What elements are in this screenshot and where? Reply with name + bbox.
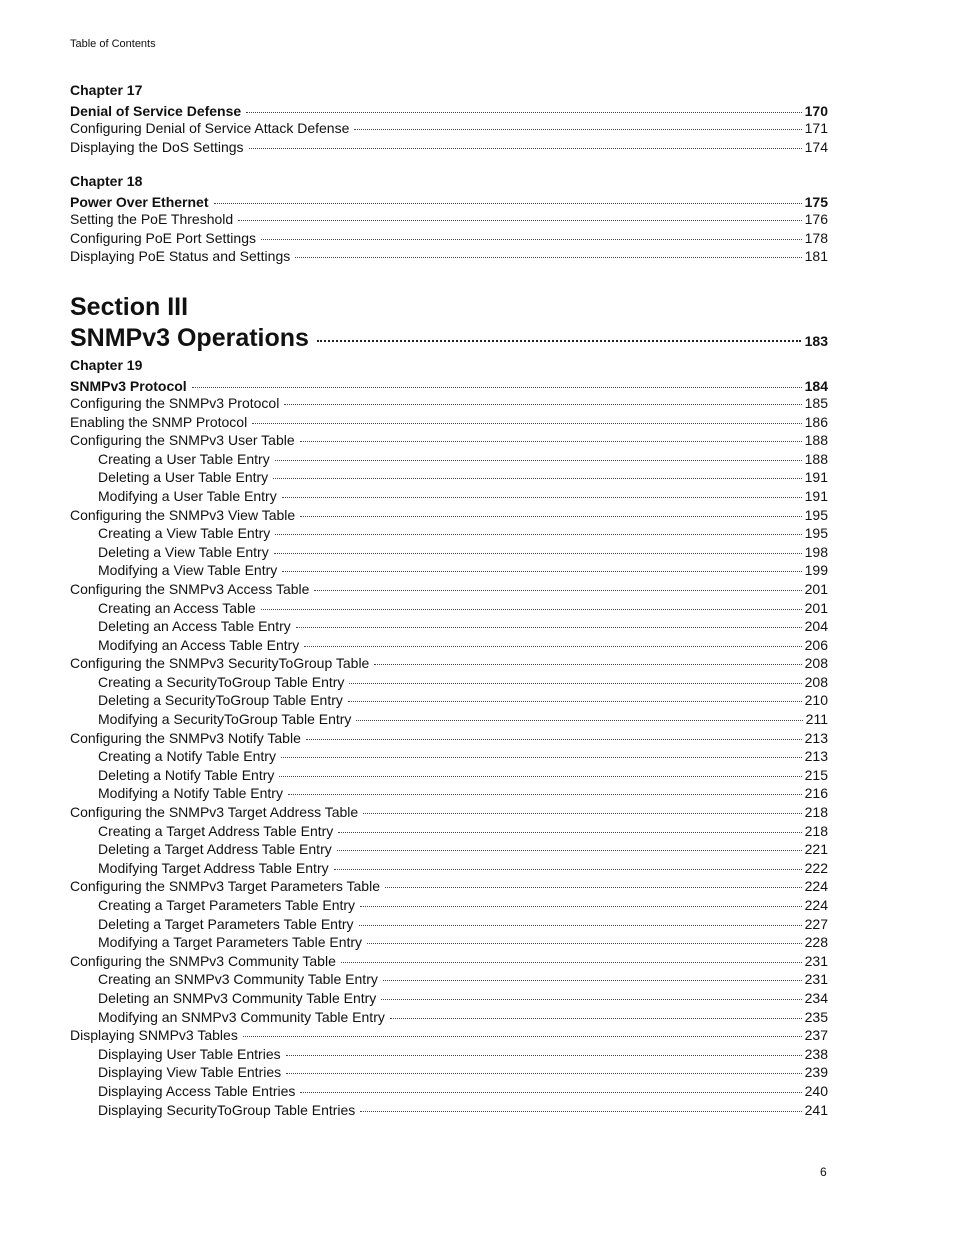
- chapter-19-block: [70, 356, 828, 1119]
- toc-entry[interactable]: [70, 1101, 828, 1120]
- toc-entry-page: 213: [804, 748, 828, 765]
- section-title-entry[interactable]: [70, 322, 828, 354]
- toc-entry-page: 195: [804, 506, 828, 523]
- dot-leader: [337, 850, 802, 851]
- dot-leader: [286, 1073, 802, 1074]
- toc-entry[interactable]: [70, 617, 828, 636]
- toc-entry-page: 174: [804, 138, 828, 155]
- toc-entry[interactable]: [70, 580, 828, 599]
- toc-entry-title: Configuring the SNMPv3 Target Parameters Table: [70, 878, 380, 895]
- toc-entry-page: 239: [804, 1064, 828, 1081]
- chapter-label: Chapter 19: [70, 356, 143, 373]
- dot-leader: [360, 906, 802, 907]
- dot-leader: [354, 129, 801, 130]
- toc-entry-title: Modifying a Target Parameters Table Entry: [98, 934, 363, 951]
- dot-leader: [261, 609, 802, 610]
- dot-leader: [348, 701, 802, 702]
- toc-entry[interactable]: [70, 119, 828, 138]
- dot-leader: [252, 423, 801, 424]
- toc-entry-page: 191: [804, 469, 828, 486]
- toc-entry-page: 185: [804, 394, 828, 411]
- toc-entry-title: Displaying SecurityToGroup Table Entries: [98, 1101, 356, 1118]
- toc-entry-title: Displaying View Table Entries: [98, 1064, 282, 1081]
- toc-entry-page: 211: [805, 711, 828, 728]
- toc-entry[interactable]: [70, 1082, 828, 1101]
- toc-entry[interactable]: [70, 710, 828, 729]
- toc-entry[interactable]: [70, 840, 828, 859]
- toc-entry-title: Creating a Notify Table Entry: [98, 748, 276, 765]
- toc-entry-page: 208: [804, 673, 828, 690]
- dot-leader: [282, 497, 802, 498]
- toc-entry-page: 181: [804, 248, 828, 265]
- dot-leader: [356, 720, 802, 721]
- section-title: SNMPv3 Operations: [70, 323, 309, 352]
- toc-entry[interactable]: [70, 487, 828, 506]
- dot-leader: [246, 112, 801, 113]
- toc-entry[interactable]: [70, 1008, 828, 1027]
- toc-entry-title: Creating a SecurityToGroup Table Entry: [98, 673, 345, 690]
- toc-entry-title: Configuring the SNMPv3 SecurityToGroup Table: [70, 655, 370, 672]
- dot-leader: [288, 794, 802, 795]
- toc-entry-page: 191: [804, 487, 828, 504]
- dot-leader: [275, 460, 802, 461]
- section-page: 183: [804, 332, 828, 349]
- toc-entry-title: Creating a User Table Entry: [98, 450, 270, 467]
- toc-entry-title: Creating an SNMPv3 Community Table Entry: [98, 971, 378, 988]
- toc-content: [70, 81, 828, 1135]
- chapter-label: Chapter 17: [70, 82, 143, 98]
- toc-entry-page: 175: [804, 194, 828, 211]
- toc-entry-title: Deleting a User Table Entry: [98, 469, 269, 486]
- dot-leader: [360, 1111, 801, 1112]
- toc-entry-title: Configuring PoE Port Settings: [70, 229, 256, 246]
- toc-entry-title: Displaying SNMPv3 Tables: [70, 1027, 238, 1044]
- toc-entry[interactable]: [70, 952, 828, 971]
- toc-entry[interactable]: [70, 506, 828, 525]
- section-title-number: Section III: [70, 292, 189, 321]
- dot-leader: [367, 943, 802, 944]
- dot-leader: [314, 590, 801, 591]
- toc-entry[interactable]: [70, 822, 828, 841]
- dot-leader: [192, 387, 802, 388]
- dot-leader: [383, 980, 802, 981]
- toc-entry-title: Modifying an SNMPv3 Community Table Entry: [98, 1008, 385, 1025]
- dot-leader: [381, 999, 801, 1000]
- dot-leader: [300, 441, 802, 442]
- toc-entry-title: Enabling the SNMP Protocol: [70, 413, 248, 430]
- dot-leader: [341, 962, 802, 963]
- toc-entry-page: 188: [804, 432, 828, 449]
- toc-entry-title: Displaying the DoS Settings: [70, 138, 244, 155]
- toc-entry-page: 218: [804, 822, 828, 839]
- toc-entry-page: 201: [804, 599, 828, 616]
- toc-entry-page: 171: [804, 120, 828, 136]
- dot-leader: [295, 257, 801, 258]
- toc-entry-title: Modifying a User Table Entry: [98, 487, 277, 504]
- dot-leader: [300, 1092, 801, 1093]
- dot-leader: [374, 664, 801, 665]
- chapter-entries: [70, 378, 828, 1119]
- toc-entry-title: Denial of Service Defense: [70, 103, 242, 119]
- dot-leader: [275, 534, 801, 535]
- toc-entry-page: 241: [804, 1101, 828, 1118]
- toc-entry-title: Modifying a View Table Entry: [98, 562, 278, 579]
- running-header: Table of Contents: [70, 38, 156, 50]
- toc-entry[interactable]: [70, 747, 828, 766]
- toc-entry-page: 188: [804, 450, 828, 467]
- toc-entry[interactable]: [70, 524, 828, 543]
- toc-entry-page: 208: [804, 655, 828, 672]
- toc-entry-title: Deleting a Target Parameters Table Entry: [98, 915, 354, 932]
- toc-entry-title: Deleting a Notify Table Entry: [98, 766, 275, 783]
- toc-entry[interactable]: [70, 1026, 828, 1045]
- toc-entry-page: 170: [804, 103, 828, 119]
- toc-entry-page: 206: [804, 636, 828, 653]
- toc-entry-page: 201: [804, 580, 828, 597]
- toc-entry-page: 204: [804, 618, 828, 635]
- dot-leader: [249, 148, 802, 149]
- toc-entry-title: Configuring the SNMPv3 Access Table: [70, 580, 310, 597]
- toc-entry[interactable]: [70, 378, 828, 394]
- toc-entry[interactable]: [70, 896, 828, 915]
- toc-entry-title: Configuring the SNMPv3 Community Table: [70, 952, 336, 969]
- dot-leader: [349, 683, 801, 684]
- toc-entry[interactable]: [70, 766, 828, 785]
- toc-entry-title: Creating a View Table Entry: [98, 525, 271, 542]
- toc-entry[interactable]: [70, 413, 828, 432]
- dot-leader: [274, 553, 802, 554]
- dot-leader: [282, 571, 801, 572]
- dot-leader: [338, 832, 801, 833]
- toc-entry[interactable]: [70, 989, 828, 1008]
- toc-entry[interactable]: [70, 229, 828, 248]
- toc-entry-title: Creating a Target Parameters Table Entry: [98, 897, 356, 913]
- toc-entry-page: 184: [804, 377, 828, 394]
- dot-leader: [300, 516, 801, 517]
- toc-entry[interactable]: [70, 784, 828, 803]
- dot-leader: [296, 627, 802, 628]
- toc-entry[interactable]: [70, 654, 828, 673]
- toc-entry-title: Setting the PoE Threshold: [70, 211, 234, 228]
- toc-entry-title: Modifying Target Address Table Entry: [98, 859, 329, 876]
- toc-entry-page: 199: [804, 562, 828, 579]
- chapter-block: [70, 81, 828, 156]
- toc-entry-page: 224: [804, 897, 828, 913]
- toc-entry[interactable]: [70, 543, 828, 562]
- toc-entry-title: Displaying PoE Status and Settings: [70, 248, 291, 265]
- toc-entry-page: 216: [804, 785, 828, 802]
- toc-entry-title: Configuring the SNMPv3 View Table: [70, 506, 296, 523]
- toc-entry-page: 240: [804, 1082, 828, 1099]
- toc-entry[interactable]: [70, 194, 828, 210]
- toc-entry-page: 228: [804, 934, 828, 951]
- toc-entry-title: Configuring the SNMPv3 User Table: [70, 432, 295, 449]
- dot-leader: [243, 1036, 802, 1037]
- toc-entry-page: 227: [804, 915, 828, 932]
- toc-entry-title: Power Over Ethernet: [70, 194, 209, 211]
- dot-leader: [334, 869, 802, 870]
- toc-entry[interactable]: [70, 599, 828, 618]
- toc-entry-title: Deleting a View Table Entry: [98, 543, 269, 560]
- toc-entry[interactable]: [70, 210, 828, 229]
- toc-entry-page: 238: [804, 1045, 828, 1062]
- toc-entry-title: Configuring the SNMPv3 Notify Table: [70, 729, 301, 746]
- toc-entry[interactable]: [70, 970, 828, 989]
- chapters-before: [70, 81, 828, 266]
- toc-entry[interactable]: [70, 450, 828, 469]
- toc-entry[interactable]: [70, 877, 828, 896]
- toc-entry[interactable]: [70, 103, 828, 119]
- dot-leader: [261, 239, 802, 240]
- toc-entry-title: Deleting an Access Table Entry: [98, 618, 291, 635]
- toc-entry-page: 231: [804, 971, 828, 988]
- toc-entry[interactable]: [70, 729, 828, 748]
- dot-leader: [279, 776, 801, 777]
- toc-entry-page: 178: [804, 229, 828, 246]
- dot-leader: [273, 478, 801, 479]
- toc-entry-page: 224: [804, 878, 828, 895]
- toc-entry-title: Displaying User Table Entries: [98, 1045, 281, 1062]
- chapter-block: [70, 172, 828, 266]
- toc-entry-page: 215: [804, 766, 828, 783]
- dot-leader: [284, 404, 801, 405]
- toc-entry-title: Deleting a Target Address Table Entry: [98, 841, 332, 858]
- toc-entry[interactable]: [70, 933, 828, 952]
- toc-entry[interactable]: [70, 673, 828, 692]
- toc-entry-title: Configuring Denial of Service Attack Defense: [70, 120, 350, 136]
- toc-entry-page: 195: [804, 525, 828, 542]
- dot-leader: [238, 220, 801, 221]
- toc-entry[interactable]: [70, 1063, 828, 1082]
- toc-entry-title: Configuring the SNMPv3 Target Address Table: [70, 804, 359, 821]
- dot-leader: [359, 925, 802, 926]
- toc-entry[interactable]: [70, 247, 828, 266]
- toc-entry-title: Deleting a SecurityToGroup Table Entry: [98, 692, 343, 709]
- dot-leader: [281, 757, 802, 758]
- page-number: 6: [820, 1165, 827, 1179]
- toc-entry-title: Modifying a Notify Table Entry: [98, 785, 283, 802]
- toc-entry[interactable]: [70, 468, 828, 487]
- toc-entry[interactable]: [70, 803, 828, 822]
- toc-entry-title: Displaying Access Table Entries: [98, 1082, 296, 1099]
- toc-entry-page: 222: [804, 859, 828, 876]
- toc-entry[interactable]: [70, 1045, 828, 1064]
- toc-entry[interactable]: [70, 915, 828, 934]
- toc-entry-page: 186: [804, 413, 828, 430]
- toc-entry-title: Modifying an Access Table Entry: [98, 636, 300, 653]
- toc-entry-page: 231: [804, 952, 828, 969]
- toc-entry-title: Deleting an SNMPv3 Community Table Entry: [98, 989, 377, 1006]
- toc-entry[interactable]: [70, 561, 828, 580]
- toc-entry[interactable]: [70, 859, 828, 878]
- toc-entry[interactable]: [70, 636, 828, 655]
- toc-entry[interactable]: [70, 691, 828, 710]
- toc-entry-page: 210: [804, 692, 828, 709]
- toc-entry-page: 235: [804, 1008, 828, 1025]
- toc-entry[interactable]: [70, 394, 828, 413]
- dot-leader: [385, 887, 802, 888]
- dot-leader: [363, 813, 801, 814]
- dot-leader: [317, 340, 801, 342]
- toc-entry-title: SNMPv3 Protocol: [70, 377, 187, 394]
- toc-entry[interactable]: [70, 138, 828, 157]
- toc-entry-page: 218: [804, 804, 828, 821]
- dot-leader: [214, 203, 802, 204]
- dot-leader: [286, 1055, 802, 1056]
- dot-leader: [390, 1018, 802, 1019]
- toc-entry-title: Creating an Access Table: [98, 599, 256, 616]
- chapter-label: Chapter 18: [70, 173, 143, 190]
- dot-leader: [304, 646, 801, 647]
- toc-entry-title: Configuring the SNMPv3 Protocol: [70, 394, 280, 411]
- toc-entry-title: Modifying a SecurityToGroup Table Entry: [98, 711, 352, 728]
- toc-entry-page: 198: [804, 543, 828, 560]
- toc-entry-page: 234: [804, 989, 828, 1006]
- toc-entry-page: 237: [804, 1027, 828, 1044]
- toc-entry-page: 221: [804, 841, 828, 858]
- toc-entry-page: 176: [804, 211, 828, 228]
- toc-entry-title: Creating a Target Address Table Entry: [98, 822, 334, 839]
- toc-entry-page: 213: [804, 729, 828, 746]
- dot-leader: [306, 739, 802, 740]
- toc-entry[interactable]: [70, 431, 828, 450]
